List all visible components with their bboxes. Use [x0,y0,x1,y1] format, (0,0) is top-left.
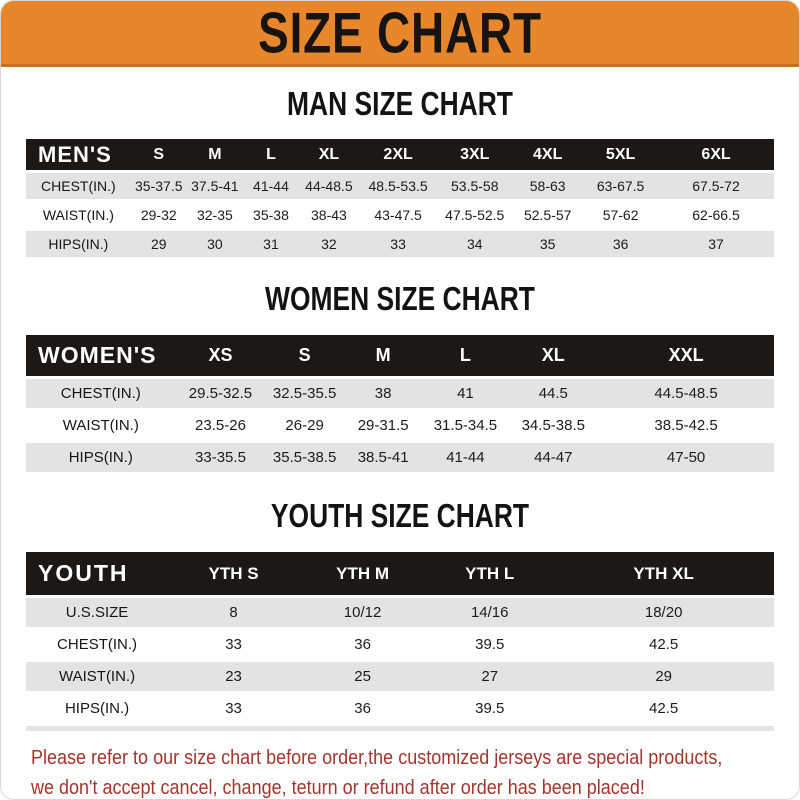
size-column-header: YTH M [299,552,426,595]
size-value-cell: 43-47.5 [359,202,438,228]
measurement-row [26,443,774,472]
size-value-cell: 25 [299,662,426,691]
size-value-cell: 35.5-38.5 [265,443,344,472]
measurement-row [26,173,774,199]
size-value-cell: 32-35 [187,202,243,228]
measurement-row [26,630,774,659]
measurement-row-label: CHEST(IN.) [26,173,131,199]
size-value-cell: 62-66.5 [658,202,774,228]
measurement-row-label: WAIST(IN.) [26,202,131,228]
size-chart-banner [1,1,799,67]
size-column-header: M [344,335,423,376]
size-value-cell: 47.5-52.5 [437,202,512,228]
size-value-cell: 44-47 [508,443,598,472]
size-value-cell: 37 [658,231,774,257]
size-column-header: S [265,335,344,376]
size-value-cell: 27 [426,662,553,691]
measurement-row [26,411,774,440]
size-value-cell: 48.5-53.5 [359,173,438,199]
measurement-row [26,598,774,627]
men-section-title: MAN SIZE CHART [287,85,513,122]
size-value-cell: 29-31.5 [344,411,423,440]
table-header-row [26,552,774,595]
size-value-cell: 35-37.5 [131,173,187,199]
size-value-cell: 47-50 [598,443,774,472]
size-value-cell: 63-67.5 [583,173,658,199]
size-value-cell: 31.5-34.5 [422,411,508,440]
measurement-row-label: U.S.SIZE [26,598,168,627]
size-column-header: YTH L [426,552,553,595]
youth-section-title: YOUTH SIZE CHART [270,497,530,534]
size-value-cell: 34.5-38.5 [508,411,598,440]
size-value-cell: 31 [243,231,299,257]
size-column-header: XS [176,335,266,376]
notice-line-2: we don't accept cancel, change, teturn or refund after order has been placed! [31,777,645,799]
size-value-cell: 42.5 [553,694,774,723]
size-value-cell: 30 [187,231,243,257]
size-column-header: L [422,335,508,376]
youth-size-section [1,497,799,731]
size-value-cell: 42.5 [553,630,774,659]
size-value-cell: 18/20 [553,598,774,627]
measurement-row-label: HIPS(IN.) [26,694,168,723]
size-value-cell: 35 [512,231,583,257]
measurement-row-label: HIPS(IN.) [26,443,176,472]
size-value-cell: 36 [299,694,426,723]
size-column-header: S [131,139,187,170]
size-column-header: XXL [598,335,774,376]
size-value-cell: 29 [131,231,187,257]
table-header-row [26,335,774,376]
measurement-row-label: WAIST(IN.) [26,662,168,691]
size-value-cell: 38-43 [299,202,359,228]
measurement-row [26,379,774,408]
table-bottom-strip [26,726,774,731]
table-corner-label: YOUTH [26,552,168,595]
size-column-header: L [243,139,299,170]
order-notice [31,747,799,800]
size-value-cell: 36 [583,231,658,257]
table-header-row [26,139,774,170]
size-value-cell: 57-62 [583,202,658,228]
measurement-row [26,231,774,257]
size-value-cell: 23.5-26 [176,411,266,440]
size-value-cell: 38 [344,379,423,408]
women-section-title: WOMEN SIZE CHART [265,280,535,317]
size-column-header: 4XL [512,139,583,170]
banner-title: SIZE CHART [258,0,542,65]
size-value-cell: 14/16 [426,598,553,627]
women-size-table [26,332,774,475]
men-size-section [1,85,799,260]
size-value-cell: 8 [168,598,299,627]
men-size-table [26,136,774,260]
measurement-row-label: HIPS(IN.) [26,231,131,257]
size-value-cell: 53.5-58 [437,173,512,199]
size-value-cell: 10/12 [299,598,426,627]
size-value-cell: 33 [168,694,299,723]
size-value-cell: 44.5 [508,379,598,408]
size-column-header: M [187,139,243,170]
size-value-cell: 41-44 [422,443,508,472]
size-value-cell: 29 [553,662,774,691]
size-column-header: 3XL [437,139,512,170]
measurement-row-label: CHEST(IN.) [26,630,168,659]
size-value-cell: 58-63 [512,173,583,199]
size-column-header: XL [299,139,359,170]
size-value-cell: 32.5-35.5 [265,379,344,408]
size-value-cell: 23 [168,662,299,691]
size-value-cell: 67.5-72 [658,173,774,199]
size-value-cell: 33 [359,231,438,257]
size-value-cell: 32 [299,231,359,257]
size-column-header: YTH XL [553,552,774,595]
size-column-header: XL [508,335,598,376]
size-value-cell: 41 [422,379,508,408]
size-value-cell: 37.5-41 [187,173,243,199]
size-value-cell: 39.5 [426,630,553,659]
size-value-cell: 29.5-32.5 [176,379,266,408]
measurement-row-label: WAIST(IN.) [26,411,176,440]
size-value-cell: 39.5 [426,694,553,723]
measurement-row [26,202,774,228]
measurement-row [26,662,774,691]
table-corner-label: MEN'S [26,139,131,170]
measurement-row [26,694,774,723]
size-value-cell: 34 [437,231,512,257]
size-column-header: 6XL [658,139,774,170]
size-value-cell: 44.5-48.5 [598,379,774,408]
size-column-header: 5XL [583,139,658,170]
size-value-cell: 44-48.5 [299,173,359,199]
measurement-row-label: CHEST(IN.) [26,379,176,408]
size-value-cell: 36 [299,630,426,659]
size-column-header: 2XL [359,139,438,170]
size-value-cell: 35-38 [243,202,299,228]
size-value-cell: 33 [168,630,299,659]
size-value-cell: 29-32 [131,202,187,228]
women-size-section [1,280,799,475]
size-value-cell: 33-35.5 [176,443,266,472]
youth-size-table [26,549,774,726]
size-column-header: YTH S [168,552,299,595]
size-value-cell: 38.5-42.5 [598,411,774,440]
size-value-cell: 26-29 [265,411,344,440]
notice-line-1: Please refer to our size chart before order,the customized jerseys are special products, [31,747,723,769]
table-corner-label: WOMEN'S [26,335,176,376]
size-value-cell: 38.5-41 [344,443,423,472]
size-value-cell: 41-44 [243,173,299,199]
size-value-cell: 52.5-57 [512,202,583,228]
